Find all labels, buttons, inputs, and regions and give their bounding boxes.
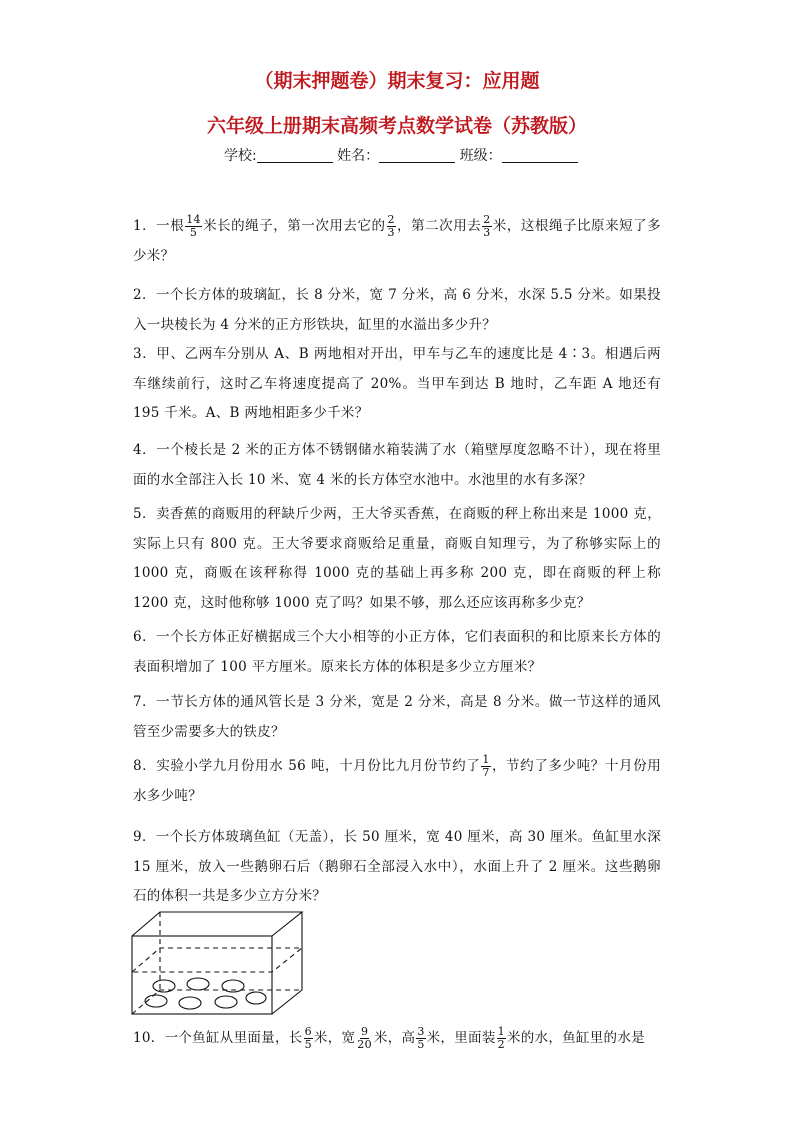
fraction-6-5 bbox=[304, 1026, 313, 1051]
fraction-14-5 bbox=[185, 214, 202, 239]
name-label: 姓名： bbox=[337, 148, 380, 164]
denominator: 5 bbox=[304, 1038, 312, 1051]
q10-text-2: 米，宽 bbox=[313, 1030, 356, 1046]
question-6: 6．一个长方体正好横据成三个大小相等的小正方体，它们表面积的和比原来长方体的表面积增加了 100 平方厘米。原来长方体的体积是多少立方厘米？ bbox=[133, 629, 661, 675]
question-7: 7．一节长方体的通风管长是 3 分米，宽是 2 分米，高是 8 分米。做一节这样的通风管至少需要多大的铁皮？ bbox=[133, 694, 661, 740]
numerator: 3 bbox=[417, 1025, 425, 1038]
class-blank[interactable] bbox=[502, 148, 578, 163]
pebble bbox=[187, 978, 209, 990]
question-8 bbox=[133, 752, 661, 811]
q8-text-2: ，节约了多少吨？十月份用水多少吨？ bbox=[133, 758, 661, 804]
q1-text-3: ，第二次用去 bbox=[396, 218, 482, 234]
q1-text-2: 米长的绳子，第一次用去它的 bbox=[202, 218, 386, 234]
pebble bbox=[145, 995, 167, 1007]
fraction-3-5 bbox=[416, 1026, 425, 1051]
pebble bbox=[215, 996, 237, 1008]
numerator: 9 bbox=[360, 1025, 369, 1038]
fraction-9-20 bbox=[356, 1026, 373, 1051]
q1-text-1: 1．一根 bbox=[133, 218, 185, 234]
q1-text-4: 米，这根绳子比原来短了多少米？ bbox=[133, 218, 661, 264]
numerator: 1 bbox=[497, 1025, 505, 1038]
denominator: 20 bbox=[357, 1038, 372, 1051]
exam-subtitle: 六年级上册期末高频考点数学试卷（苏教版） bbox=[206, 115, 587, 137]
water-surface-line bbox=[132, 948, 302, 972]
numerator: 2 bbox=[387, 213, 395, 226]
q10-text-3: 米，高 bbox=[373, 1030, 416, 1046]
q8-text-1: 8．实验小学九月份用水 56 吨，十月份比九月份节约了 bbox=[133, 758, 481, 774]
name-blank[interactable] bbox=[379, 148, 455, 163]
q10-text-1: 10．一个鱼缸从里面量，长 bbox=[133, 1030, 303, 1046]
pebble bbox=[246, 992, 266, 1004]
numerator: 6 bbox=[304, 1025, 312, 1038]
question-9: 9．一个长方体玻璃鱼缸（无盖），长 50 厘米，宽 40 厘米，高 30 厘米。鱼缸里水深 15 厘米，放入一些鹅卵石后（鹅卵石全部浸入水中），水面上升了 2 厘米。这些鹅卵石的体积一共是多少立方分米？ bbox=[133, 829, 661, 904]
question-5: 5．卖香蕉的商贩用的秤缺斤少两，王大爷买香蕉，在商贩的秤上称出来是 1000 克，实际上只有 800 克。王大爷要求商贩给足重量，商贩自知理亏，为了称够实际上的 1000 克，商贩在该秤称得 1000 克的基础上再多称 200 克，即在商贩的秤上称 1200 克，这时他称够 1000 克了吗？如果不够，那么还应该再称多少克？ bbox=[133, 506, 661, 611]
tank-top-edges bbox=[132, 912, 302, 936]
numerator: 2 bbox=[483, 213, 491, 226]
tank-right-edges bbox=[272, 912, 302, 1014]
school-label: 学校: bbox=[224, 148, 257, 164]
numerator: 14 bbox=[186, 213, 201, 226]
denominator: 5 bbox=[189, 226, 198, 239]
fraction-1-2 bbox=[497, 1026, 506, 1051]
fraction-1-7 bbox=[481, 754, 490, 779]
denominator: 3 bbox=[483, 226, 491, 239]
q10-text-4: 米，里面装 bbox=[426, 1030, 496, 1046]
denominator: 2 bbox=[497, 1038, 505, 1051]
denominator: 7 bbox=[482, 766, 490, 779]
exam-title: （期末押题卷）期末复习：应用题 bbox=[254, 70, 540, 92]
question-3: 3．甲、乙两车分别从 A、B 两地相对开出，甲车与乙车的速度比是 4∶3。相遇后两车继续前行，这时乙车将速度提高了 20%。当甲车到达 B 地时，乙车距 A 地还有 195 千米。A、B 两地相距多少千米？ bbox=[133, 346, 661, 421]
fish-tank-figure bbox=[128, 906, 310, 1018]
fraction-2-3 bbox=[482, 214, 491, 239]
question-2: 2．一个长方体的玻璃缸，长 8 分米，宽 7 分米，高 6 分米，水深 5.5 分米。如果投入一块棱长为 4 分米的正方形铁块，缸里的水溢出多少升？ bbox=[133, 287, 661, 333]
numerator: 1 bbox=[482, 753, 490, 766]
pebble bbox=[179, 997, 201, 1009]
question-4: 4．一个棱长是 2 米的正方体不锈钢储水箱装满了水（箱壁厚度忽略不计），现在将里面的水全部注入长 10 米、宽 4 米的长方体空水池中。水池里的水有多深？ bbox=[133, 442, 661, 488]
fraction-2-3 bbox=[387, 214, 396, 239]
q10-text-5: 米的水，鱼缸里的水是 bbox=[506, 1030, 645, 1046]
class-label: 班级： bbox=[459, 148, 502, 164]
denominator: 3 bbox=[387, 226, 395, 239]
denominator: 5 bbox=[417, 1038, 425, 1051]
question-1 bbox=[133, 212, 661, 271]
question-10 bbox=[133, 1024, 661, 1054]
school-blank[interactable] bbox=[257, 148, 333, 163]
student-info-line bbox=[224, 145, 578, 165]
